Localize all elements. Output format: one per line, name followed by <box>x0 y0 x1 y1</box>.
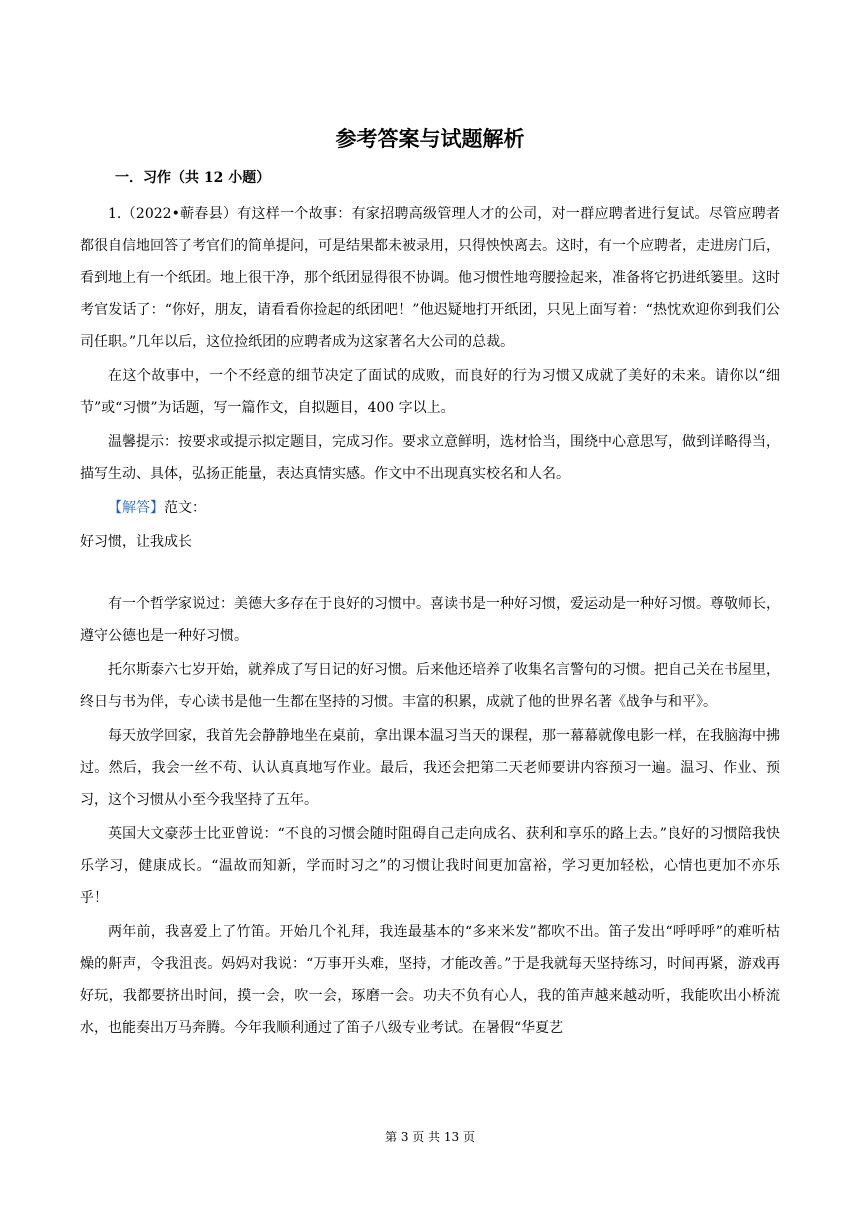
essay-paragraph: 英国大文豪莎士比亚曾说：“不良的习惯会随时阻碍自己走向成名、获利和享乐的路上去。”良好的习惯陪我快乐学习，健康成长。“温故而知新，学而时习之”的习惯让我时间更加富裕，学习更加轻松，心情也更加不亦乐乎！ <box>80 826 780 906</box>
essay-paragraph: 托尔斯泰六七岁开始，就养成了写日记的好习惯。后来他还培养了收集名言警句的习惯。把自己关在书屋里，终日与书为伴，专心读书是他一生都在坚持的习惯。丰富的积累，成就了他的世界名著《战争与和平》。 <box>80 662 780 710</box>
answer-tag: 【解答】 <box>108 500 164 516</box>
page-title: 参考答案与试题解析 <box>335 127 525 151</box>
answer-lead-line <box>80 492 780 524</box>
answer-lead: 范文： <box>164 500 206 516</box>
question-paragraph-3: 温馨提示：按要求或提示拟定题目，完成习作。要求立意鲜明，选材恰当，围绕中心意思写，做到详略得当，描写生动、具体，弘扬正能量，表达真情实感。作文中不出现真实校名和人名。 <box>80 434 780 482</box>
essay-title: 好习惯，让我成长 <box>80 534 192 550</box>
essay-paragraph: 每天放学回家，我首先会静静地坐在桌前，拿出课本温习当天的课程，那一幕幕就像电影一样，在我脑海中拂过。然后，我会一丝不苟、认认真真地写作业。最后，我还会把第二天老师要讲内容预习一遍。温习、作业、预习，这个习惯从小至今我坚持了五年。 <box>80 728 780 808</box>
page-footer: 第 3 页 共 13 页 <box>385 1130 475 1144</box>
section-heading: 一．习作（共 12 小题） <box>115 170 271 186</box>
question-paragraph-2: 在这个故事中，一个不经意的细节决定了面试的成败，而良好的行为习惯又成就了美好的未来。请你以“细节”或“习惯”为话题，写一篇作文，自拟题目，400 字以上。 <box>80 368 780 416</box>
document-body <box>80 198 780 1044</box>
question-paragraph-1: 1.（2022•蕲春县）有这样一个故事：有家招聘高级管理人才的公司，对一群应聘者进行复试。尽管应聘者都很自信地回答了考官们的简单提问，可是结果都未被录用，只得怏怏离去。这时，有一个应聘者，走进房门后，看到地上有一个纸团。地上很干净，那个纸团显得很不协调。他习惯性地弯腰捡起来，准备将它扔进纸篓里。这时考官发话了：“你好，朋友，请看看你捡起的纸团吧！”他迟疑地打开纸团，只见上面写着：“热忱欢迎你到我们公司任职。”几年以后，这位捡纸团的应聘者成为这家著名大公司的总裁。 <box>80 206 780 350</box>
essay-paragraph: 有一个哲学家说过：美德大多存在于良好的习惯中。喜读书是一种好习惯，爱运动是一种好习惯。尊敬师长，遵守公德也是一种好习惯。 <box>80 596 780 644</box>
essay-paragraph: 两年前，我喜爱上了竹笛。开始几个礼拜，我连最基本的“多来米发”都吹不出。笛子发出“呼呼呼”的难听枯燥的鼾声，令我沮丧。妈妈对我说：“万事开头难，坚持，才能改善。”于是我就每天坚持练习，时间再紧，游戏再好玩，我都要挤出时间，摸一会，吹一会，琢磨一会。功夫不负有心人，我的笛声越来越动听，我能吹出小桥流水，也能奏出万马奔腾。今年我顺利通过了笛子八级专业考试。在暑假“华夏艺 <box>80 924 780 1036</box>
